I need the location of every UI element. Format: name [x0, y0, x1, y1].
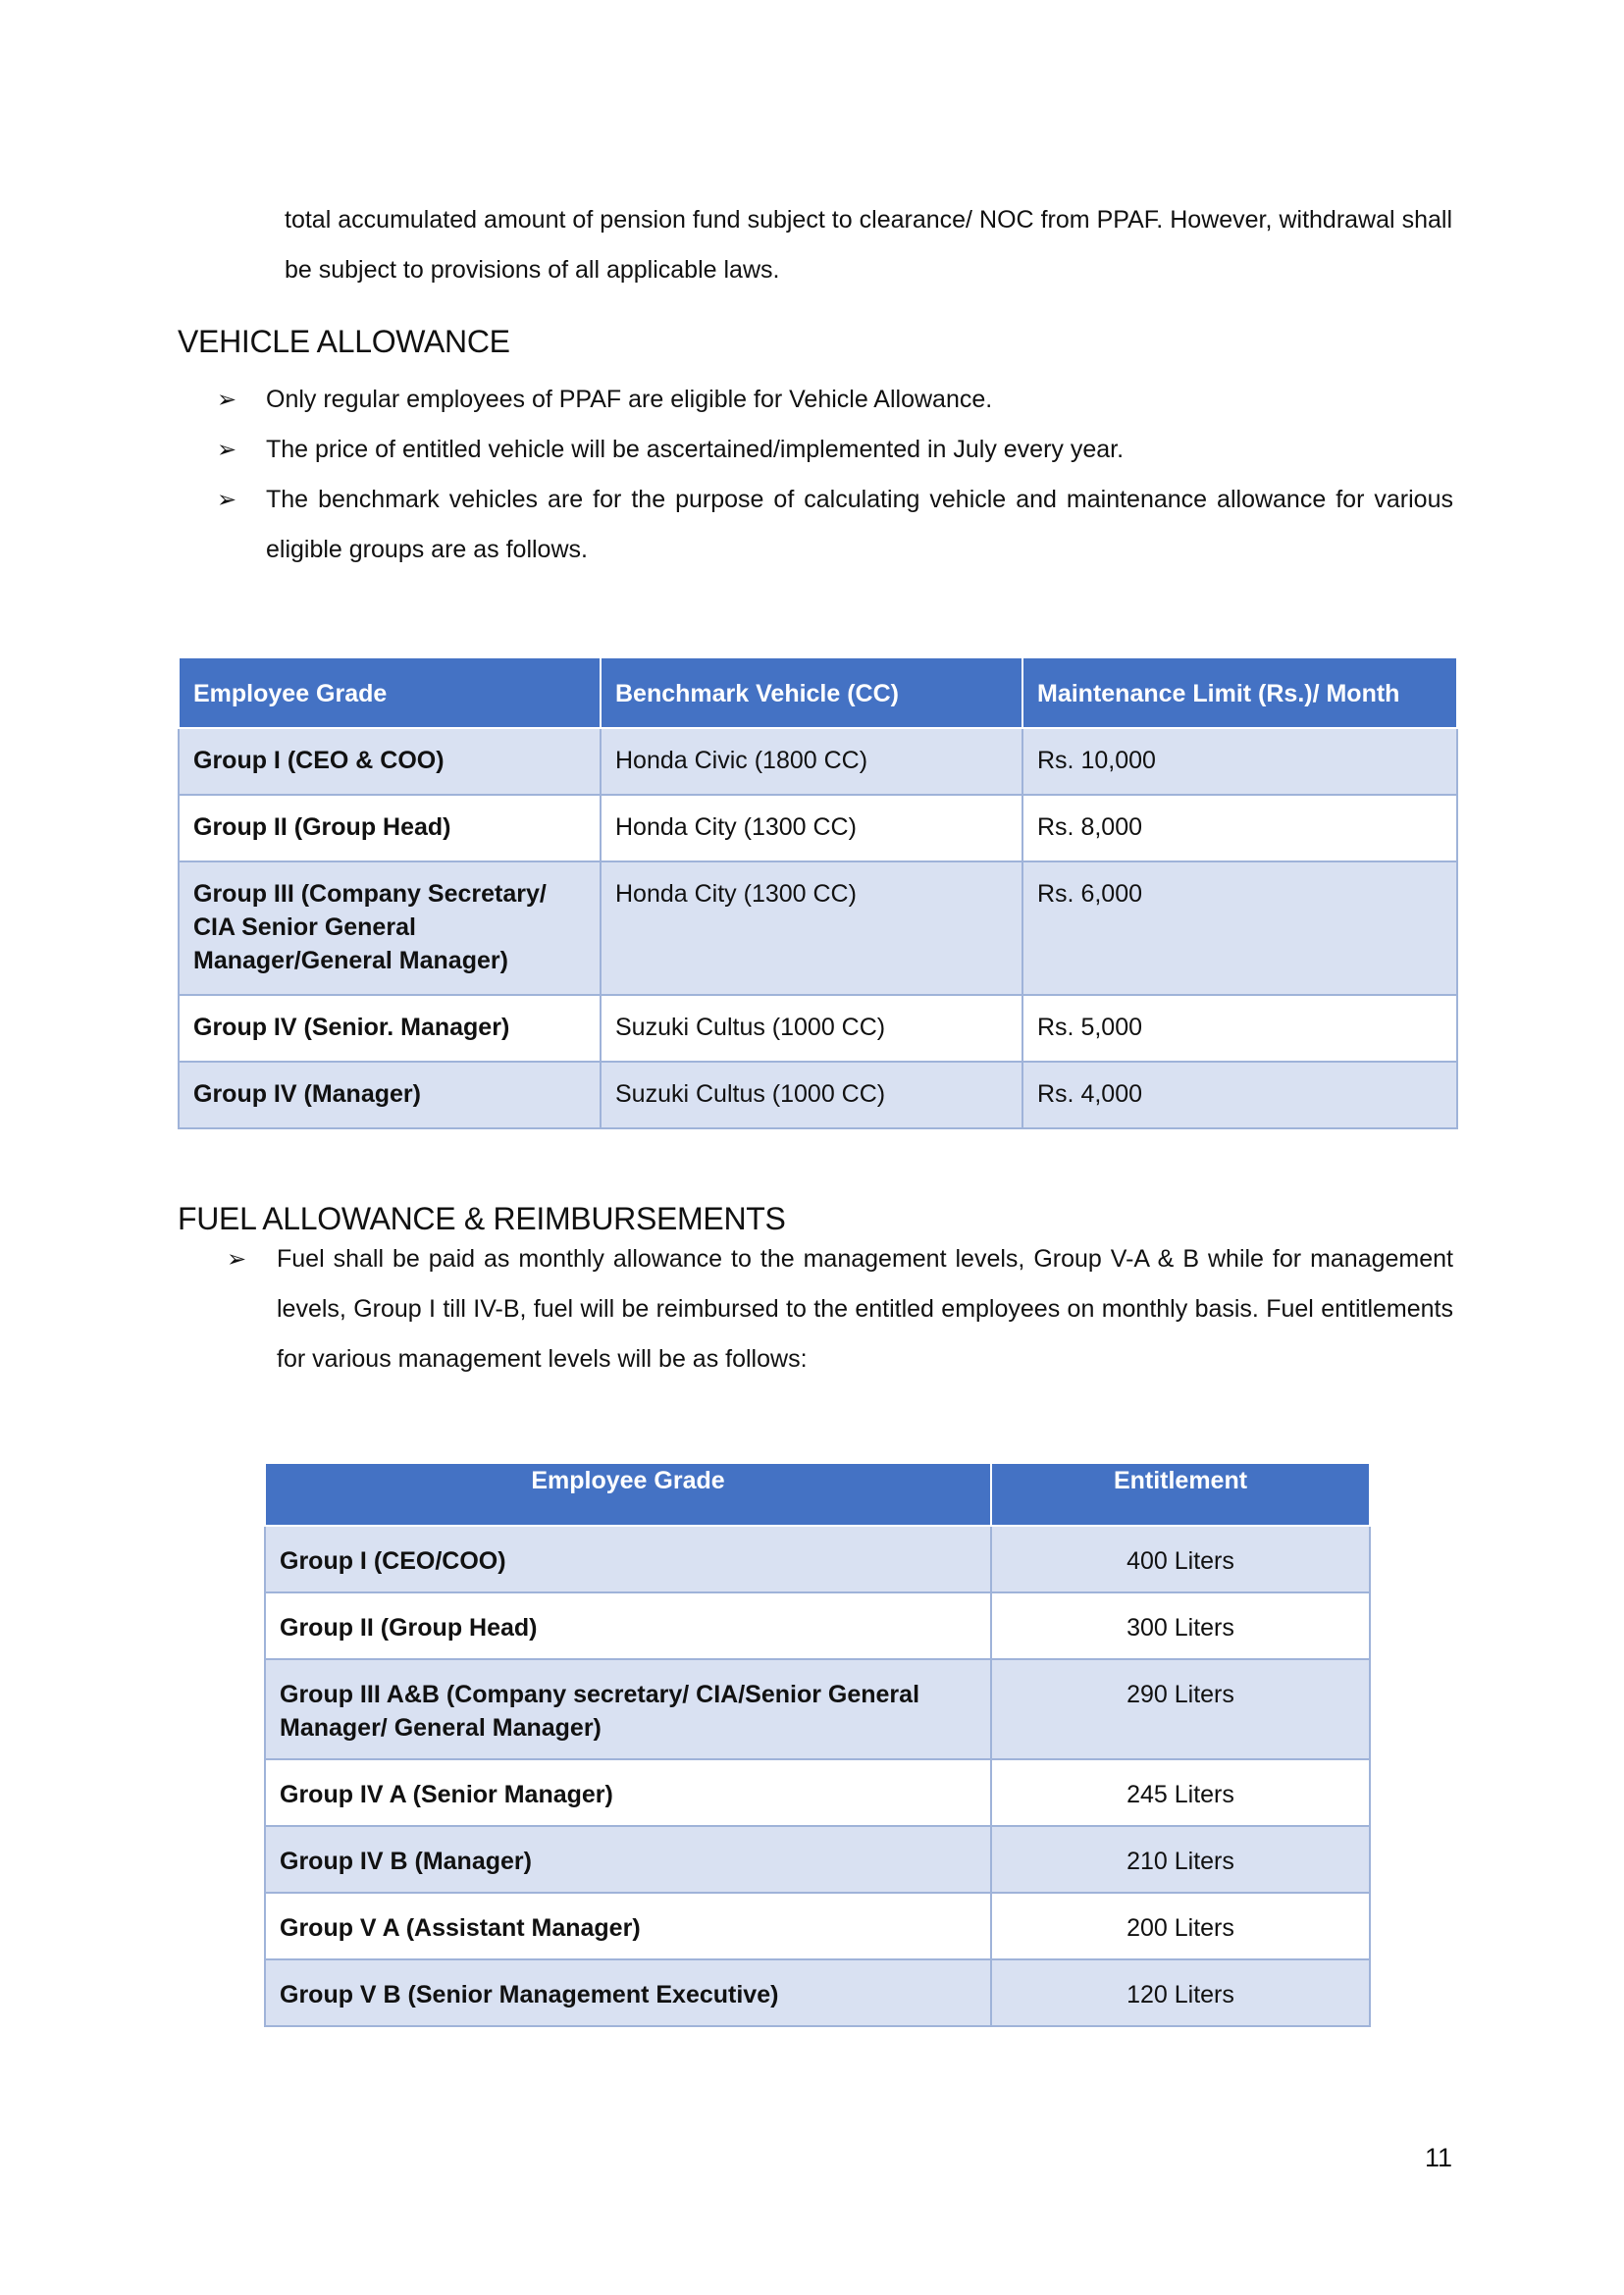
entitlement-cell: 290 Liters	[991, 1659, 1370, 1759]
table-row	[179, 795, 1457, 861]
entitlement-cell: 245 Liters	[991, 1759, 1370, 1826]
entitlement-cell: 200 Liters	[991, 1893, 1370, 1959]
employee-grade-cell: Group I (CEO & COO)	[179, 728, 601, 795]
benchmark-vehicle-cell: Suzuki Cultus (1000 CC)	[601, 995, 1022, 1062]
page-number: 11	[1425, 2143, 1453, 2172]
table-row	[265, 1659, 1370, 1759]
fuel-bullet-list	[178, 1234, 1453, 1384]
vehicle-allowance-heading: VEHICLE ALLOWANCE	[178, 324, 510, 359]
column-header: Employee Grade	[265, 1463, 991, 1526]
vehicle-bullet-item	[178, 375, 1453, 425]
maintenance-limit-cell: Rs. 5,000	[1022, 995, 1457, 1062]
employee-grade-cell: Group IV B (Manager)	[265, 1826, 991, 1893]
benchmark-vehicle-cell: Honda City (1300 CC)	[601, 795, 1022, 861]
employee-grade-cell: Group IV A (Senior Manager)	[265, 1759, 991, 1826]
employee-grade-cell: Group IV (Manager)	[179, 1062, 601, 1128]
entitlement-cell: 400 Liters	[991, 1526, 1370, 1592]
table-row	[265, 1592, 1370, 1659]
column-header: Maintenance Limit (Rs.)/ Month	[1022, 657, 1457, 728]
arrowhead-bullet-icon: ➢	[217, 386, 237, 413]
table-row	[265, 1959, 1370, 2026]
fuel-bullet-text: Fuel shall be paid as monthly allowance to the management levels, Group V-A & B while for management levels, Group I till IV-B, fuel will be reimbursed to the entitled employees on monthly basis. Fuel entitlements for various management levels will be as follows:	[277, 1245, 1453, 1373]
maintenance-limit-cell: Rs. 8,000	[1022, 795, 1457, 861]
vehicle-allowance-table	[178, 656, 1458, 1129]
benchmark-vehicle-cell: Honda City (1300 CC)	[601, 861, 1022, 995]
column-header: Employee Grade	[179, 657, 601, 728]
fuel-bullet-item	[178, 1234, 1453, 1384]
vehicle-bullet-text: The benchmark vehicles are for the purpose of calculating vehicle and maintenance allowance for various eligible groups are as follows.	[266, 486, 1453, 563]
vehicle-bullet-item	[178, 475, 1453, 575]
arrowhead-bullet-icon: ➢	[217, 486, 237, 513]
column-header: Benchmark Vehicle (CC)	[601, 657, 1022, 728]
employee-grade-cell: Group IV (Senior. Manager)	[179, 995, 601, 1062]
table-row	[179, 1062, 1457, 1128]
employee-grade-cell: Group II (Group Head)	[179, 795, 601, 861]
vehicle-bullet-text: The price of entitled vehicle will be ascertained/implemented in July every year.	[266, 436, 1125, 463]
table-row	[265, 1759, 1370, 1826]
arrowhead-bullet-icon: ➢	[217, 436, 237, 463]
table-header-row	[179, 657, 1457, 728]
maintenance-limit-cell: Rs. 4,000	[1022, 1062, 1457, 1128]
column-header: Entitlement	[991, 1463, 1370, 1526]
entitlement-cell: 120 Liters	[991, 1959, 1370, 2026]
intro-paragraph: total accumulated amount of pension fund subject to clearance/ NOC from PPAF. However, withdrawal shall be subject to provisions of all applicable laws.	[285, 206, 1452, 284]
table-row	[265, 1893, 1370, 1959]
benchmark-vehicle-cell: Suzuki Cultus (1000 CC)	[601, 1062, 1022, 1128]
table-row	[265, 1526, 1370, 1592]
employee-grade-cell: Group II (Group Head)	[265, 1592, 991, 1659]
vehicle-bullet-text: Only regular employees of PPAF are eligible for Vehicle Allowance.	[266, 386, 993, 413]
table-row	[265, 1826, 1370, 1893]
maintenance-limit-cell: Rs. 6,000	[1022, 861, 1457, 995]
employee-grade-cell: Group V B (Senior Management Executive)	[265, 1959, 991, 2026]
vehicle-bullet-list	[178, 375, 1453, 575]
employee-grade-cell: Group V A (Assistant Manager)	[265, 1893, 991, 1959]
arrowhead-bullet-icon: ➢	[227, 1245, 247, 1273]
fuel-entitlement-table	[264, 1462, 1371, 2027]
table-row	[179, 728, 1457, 795]
table-header-row	[265, 1463, 1370, 1526]
fuel-allowance-heading: FUEL ALLOWANCE & REIMBURSEMENTS	[178, 1201, 786, 1236]
maintenance-limit-cell: Rs. 10,000	[1022, 728, 1457, 795]
benchmark-vehicle-cell: Honda Civic (1800 CC)	[601, 728, 1022, 795]
employee-grade-cell: Group III A&B (Company secretary/ CIA/Senior General Manager/ General Manager)	[265, 1659, 991, 1759]
table-row	[179, 995, 1457, 1062]
employee-grade-cell: Group I (CEO/COO)	[265, 1526, 991, 1592]
entitlement-cell: 210 Liters	[991, 1826, 1370, 1893]
table-row	[179, 861, 1457, 995]
entitlement-cell: 300 Liters	[991, 1592, 1370, 1659]
vehicle-bullet-item	[178, 425, 1453, 475]
employee-grade-cell: Group III (Company Secretary/ CIA Senior General Manager/General Manager)	[179, 861, 601, 995]
